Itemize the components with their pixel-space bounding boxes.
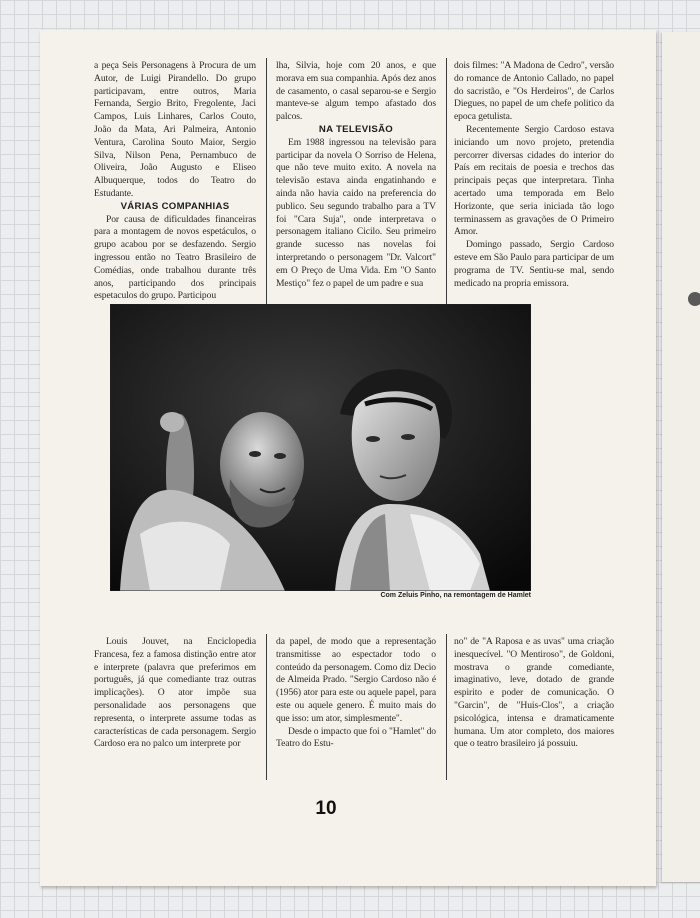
page-number: 10 [315,798,337,819]
paragraph: Louis Jouvet, na Enciclopedia Francesa, fez a famosa distinção entre ator e interprete (palavra que preferimos em português, já que comediante traz outras implicações). O ator impõe sua personalidade aos personagens que representa, o interprete assume todas as características de cada personagem. Sergio Cardoso era no palco um interprete por [94,636,256,750]
top-column-2 [276,60,436,290]
binder-hole [688,292,700,306]
adjacent-page-edge [662,32,700,882]
section-heading-televisao: NA TELEVISÃO [318,123,394,135]
paragraph: no" de "A Raposa e as uvas" uma criação inesquecível. "O Mentiroso", de Goldoni, mostrava o grande comediante, imaginativo, leve, dotado de grande espirito e poder de comunicação. O "Garcin", de "Huis-Clos", a criação psicológica, intensa e dramaticamente humana. Um ator completo, dos maiores que o teatro brasileiro já possuiu. [454,636,614,750]
paragraph: Em 1988 ingressou na televisão para participar da novela O Sorriso de Helena, que não teve muito exito. A novela na televisão estava ainda engatinhando e ainda não havia caido na preferencia do publico. Seu segundo trabalho para a TV foi "Cara Suja", onde interpretava o personagem italiano Cicilo. Seu primeiro grande sucesso nas novelas foi interpretando o personagem "Dr. Valcort" em O Preço de Uma Vida. Em "O Santo Mestiço" fez o papel de um padre e sua [276,136,436,289]
column-divider [266,58,267,326]
paragraph: da papel, de modo que a representação transmitisse ao espectador todo o conteúdo da personagem. Como diz Decio de Almeida Prado. "Sergio Cardoso não é (1956) ator para este ou aquele papel, para este ou aquele genero. É muito mais do que isso: um ator, simplesmente". [276,636,436,724]
column-divider [446,58,447,326]
column-divider [266,634,267,780]
article-photo [110,304,531,591]
paragraph: Recentemente Sergio Cardoso estava iniciando um novo projeto, pretendia percorrer diversas cidades do interior do País em recitais de poesia e trechos das principais peças que interpretara. Tinha acertado uma temporada em Belo Horizonte, que seria iniciada tão logo terminassem as gravações de O Primeiro Amor. [454,123,614,238]
paragraph: Por causa de dificuldades financeiras para a montagem de novos espetáculos, o grupo acabou por se desfazendo. Sergio ingressou então no Teatro Brasileiro de Comédias, onde trabalhou durante três anos, participando dos principais espetaculos do grupo. Participou [94,213,256,302]
top-column-3 [454,60,614,290]
paragraph: Domingo passado, Sergio Cardoso esteve em São Paulo para participar de um programa de TV. Sentiu-se mal, sendo medicado na propria emissora. [454,239,614,289]
section-heading-companhias: VÁRIAS COMPANHIAS [120,200,230,212]
paragraph: dois filmes: "A Madona de Cedro", versão do romance de Antonio Callado, no papel do sacristão, e "Os Herdeiros", de Carlos Diegues, no papel de um chefe politico da epoca getulista. [454,60,614,123]
bottom-column-3 [454,636,614,751]
top-column-1 [94,60,256,303]
bottom-column-2 [276,636,436,751]
paragraph: lha, Silvia, hoje com 20 anos, e que morava em sua companhia. Após dez anos de casamento, o casal separou-se e Sergio manteve-se algum tempo afastado dos palcos. [276,60,436,123]
paragraph: a peça Seis Personagens à Procura de um Autor, de Luigi Pirandello. Do grupo participavam, entre outros, Maria Fernanda, Sergio Brito, Fregolente, Jaci Campos, Luis Linhares, Carlos Couto, João da Mata, Ari Palmeira, Antonio Ventura, Carolina Souto Maior, Sergio Silva, Nilson Pena, Pernambuco de Oliveira, João Augusto e Eliseo Albuquerque, todos do Teatro do Estudante. [94,60,256,199]
bottom-column-1 [94,636,256,751]
paragraph: Desde o impacto que foi o "Hamlet" do Teatro do Estu- [276,725,436,750]
photo-caption: Com Zeluis Pinho, na remontagem de Hamlet [380,592,531,599]
column-divider [446,634,447,780]
